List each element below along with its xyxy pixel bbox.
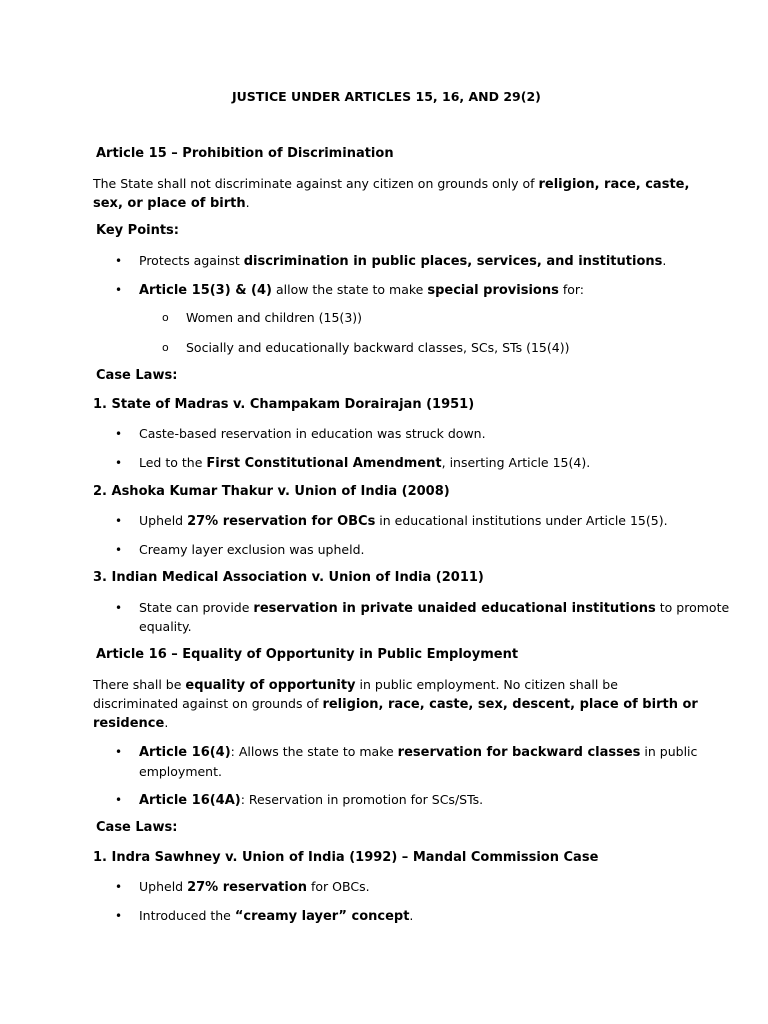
bullet-marker: • bbox=[115, 601, 123, 615]
bullet-marker: • bbox=[115, 283, 123, 297]
bullet-marker: • bbox=[115, 793, 123, 807]
case-laws-heading: Case Laws: bbox=[96, 820, 178, 835]
article-15-heading: Article 15 – Prohibition of Discrimination bbox=[96, 146, 394, 161]
indra-sawhney-point-1: Upheld 27% reservation for OBCs. bbox=[139, 879, 370, 895]
article-16-intro-line-1: There shall be equality of opportunity in public employment. No citizen shall be bbox=[93, 677, 618, 693]
key-point-1: Protects against discrimination in public places, services, and institutions. bbox=[139, 253, 667, 269]
article-16-point-1: Article 16(4): Allows the state to make reservation for backward classes in public bbox=[139, 744, 698, 760]
bullet-marker: • bbox=[115, 254, 123, 268]
article-16-point-2: Article 16(4A): Reservation in promotion for SCs/STs. bbox=[139, 792, 484, 808]
article-15-intro-line-1: The State shall not discriminate against any citizen on grounds only of religion, race, caste, bbox=[93, 176, 690, 192]
key-points-heading: Key Points: bbox=[96, 223, 179, 238]
case-3-point-1: State can provide reservation in private unaided educational institutions to promote bbox=[139, 600, 730, 616]
sub-bullet-marker: o bbox=[162, 341, 169, 354]
case-laws-heading: Case Laws: bbox=[96, 368, 178, 383]
bullet-marker: • bbox=[115, 909, 123, 923]
case-3-point-1-cont: equality. bbox=[139, 619, 192, 634]
key-point-2: Article 15(3) & (4) allow the state to make special provisions for: bbox=[139, 282, 584, 298]
case-2-point-2: Creamy layer exclusion was upheld. bbox=[139, 542, 365, 557]
case-2-title: 2. Ashoka Kumar Thakur v. Union of India (2008) bbox=[93, 484, 450, 499]
indra-sawhney-point-2: Introduced the “creamy layer” concept. bbox=[139, 908, 414, 924]
bullet-marker: • bbox=[115, 514, 123, 528]
bullet-marker: • bbox=[115, 880, 123, 894]
case-1-point-2: Led to the First Constitutional Amendment, inserting Article 15(4). bbox=[139, 455, 591, 471]
case-3-title: 3. Indian Medical Association v. Union of India (2011) bbox=[93, 570, 484, 585]
case-1-point-1: Caste-based reservation in education was struck down. bbox=[139, 426, 486, 441]
sub-point-women-children: Women and children (15(3)) bbox=[186, 310, 363, 325]
document-title: JUSTICE UNDER ARTICLES 15, 16, AND 29(2) bbox=[232, 89, 541, 104]
article-16-point-1-cont: employment. bbox=[139, 764, 222, 779]
bullet-marker: • bbox=[115, 745, 123, 759]
article-16-intro-line-2: discriminated against on grounds of religion, race, caste, sex, descent, place of birth or bbox=[93, 696, 698, 712]
article-15-intro-line-2: sex, or place of birth. bbox=[93, 195, 250, 211]
case-1-title: 1. State of Madras v. Champakam Dorairajan (1951) bbox=[93, 397, 475, 412]
case-indra-sawhney-title: 1. Indra Sawhney v. Union of India (1992) – Mandal Commission Case bbox=[93, 850, 599, 865]
case-2-point-1: Upheld 27% reservation for OBCs in educational institutions under Article 15(5). bbox=[139, 513, 668, 529]
bullet-marker: • bbox=[115, 427, 123, 441]
sub-bullet-marker: o bbox=[162, 311, 169, 324]
sub-point-backward-classes: Socially and educationally backward classes, SCs, STs (15(4)) bbox=[186, 340, 570, 355]
bullet-marker: • bbox=[115, 456, 123, 470]
article-16-intro-line-3: residence. bbox=[93, 715, 169, 731]
bullet-marker: • bbox=[115, 543, 123, 557]
article-16-heading: Article 16 – Equality of Opportunity in Public Employment bbox=[96, 647, 519, 662]
